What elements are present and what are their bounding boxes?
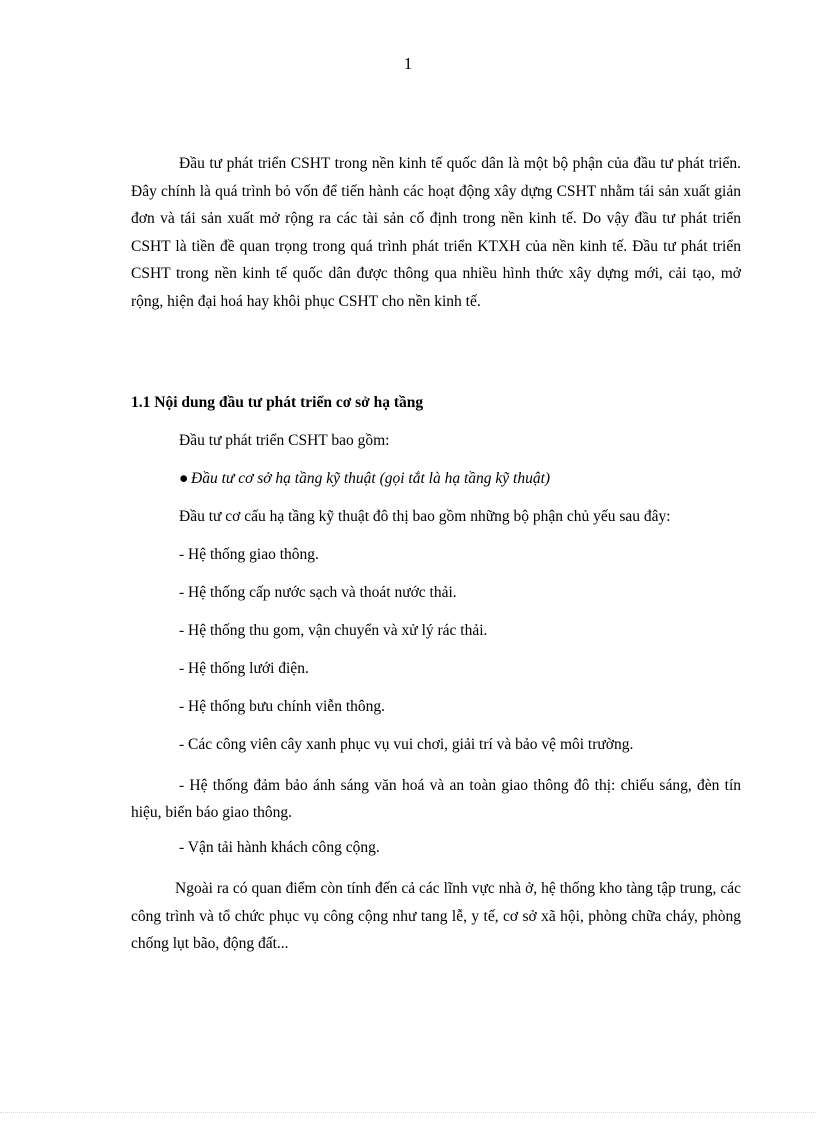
intro-paragraph: Đầu tư phát triển CSHT trong nền kinh tế quốc dân là một bộ phận của đầu tư phát triển. Đây chính là quá trình bỏ vốn để tiến hành các hoạt động xây dựng CSHT nhằm tái sản xuất giản đơn và tái sản xuất mở rộng ra các tài sản cố định trong nền kinh tế. Do vậy đầu tư phát triển CSHT là tiền đề quan trọng trong quá trình phát triển KTXH của nền kinh tế. Đầu tư phát triển CSHT trong nền kinh tế quốc dân được thông qua nhiều hình thức xây dựng mới, cải tạo, mở rộng, hiện đại hoá hay khôi phục CSHT cho nền kinh tế. [131, 155, 741, 310]
list-item: - Hệ thống lưới điện. [179, 660, 309, 677]
list-item: - Hệ thống cấp nước sạch và thoát nước thải. [179, 584, 457, 601]
closing-paragraph: Ngoài ra có quan điểm còn tính đến cả các lĩnh vực nhà ở, hệ thống kho tàng tập trung, các công trình và tổ chức phục vụ công cộng như tang lễ, y tế, cơ sở xã hội, phòng chữa cháy, phòng chống lụt bão, động đất... [131, 880, 741, 952]
list-item: - Hệ thống đảm bảo ánh sáng văn hoá và an toàn giao thông đô thị: chiếu sáng, đèn tín hiệu, biển báo giao thông. [131, 777, 741, 821]
bullet-icon: ● [179, 470, 189, 487]
intro-section [131, 150, 741, 315]
list-item: - Vận tải hành khách công cộng. [179, 839, 380, 856]
content-section [131, 392, 741, 958]
sub-lead: Đầu tư cơ cấu hạ tầng kỹ thuật đô thị bao gồm những bộ phận chủ yếu sau đây: [179, 508, 671, 525]
page-bottom-border [0, 1112, 816, 1113]
section-heading: 1.1 Nội dung đầu tư phát triển cơ sở hạ tầng [131, 394, 424, 411]
list-item: - Các công viên cây xanh phục vụ vui chơi, giải trí và bảo vệ môi trường. [179, 736, 634, 753]
list-item: - Hệ thống giao thông. [179, 546, 319, 563]
list-item: - Hệ thống thu gom, vận chuyển và xử lý rác thải. [179, 622, 488, 639]
list-item: - Hệ thống bưu chính viễn thông. [179, 698, 385, 715]
bullet-item [131, 468, 741, 506]
section-lead: Đầu tư phát triển CSHT bao gồm: [179, 432, 390, 449]
bullet-text: Đầu tư cơ sở hạ tầng kỹ thuật (gọi tắt là hạ tầng kỹ thuật) [191, 470, 551, 487]
page-number: 1 [403, 54, 413, 73]
